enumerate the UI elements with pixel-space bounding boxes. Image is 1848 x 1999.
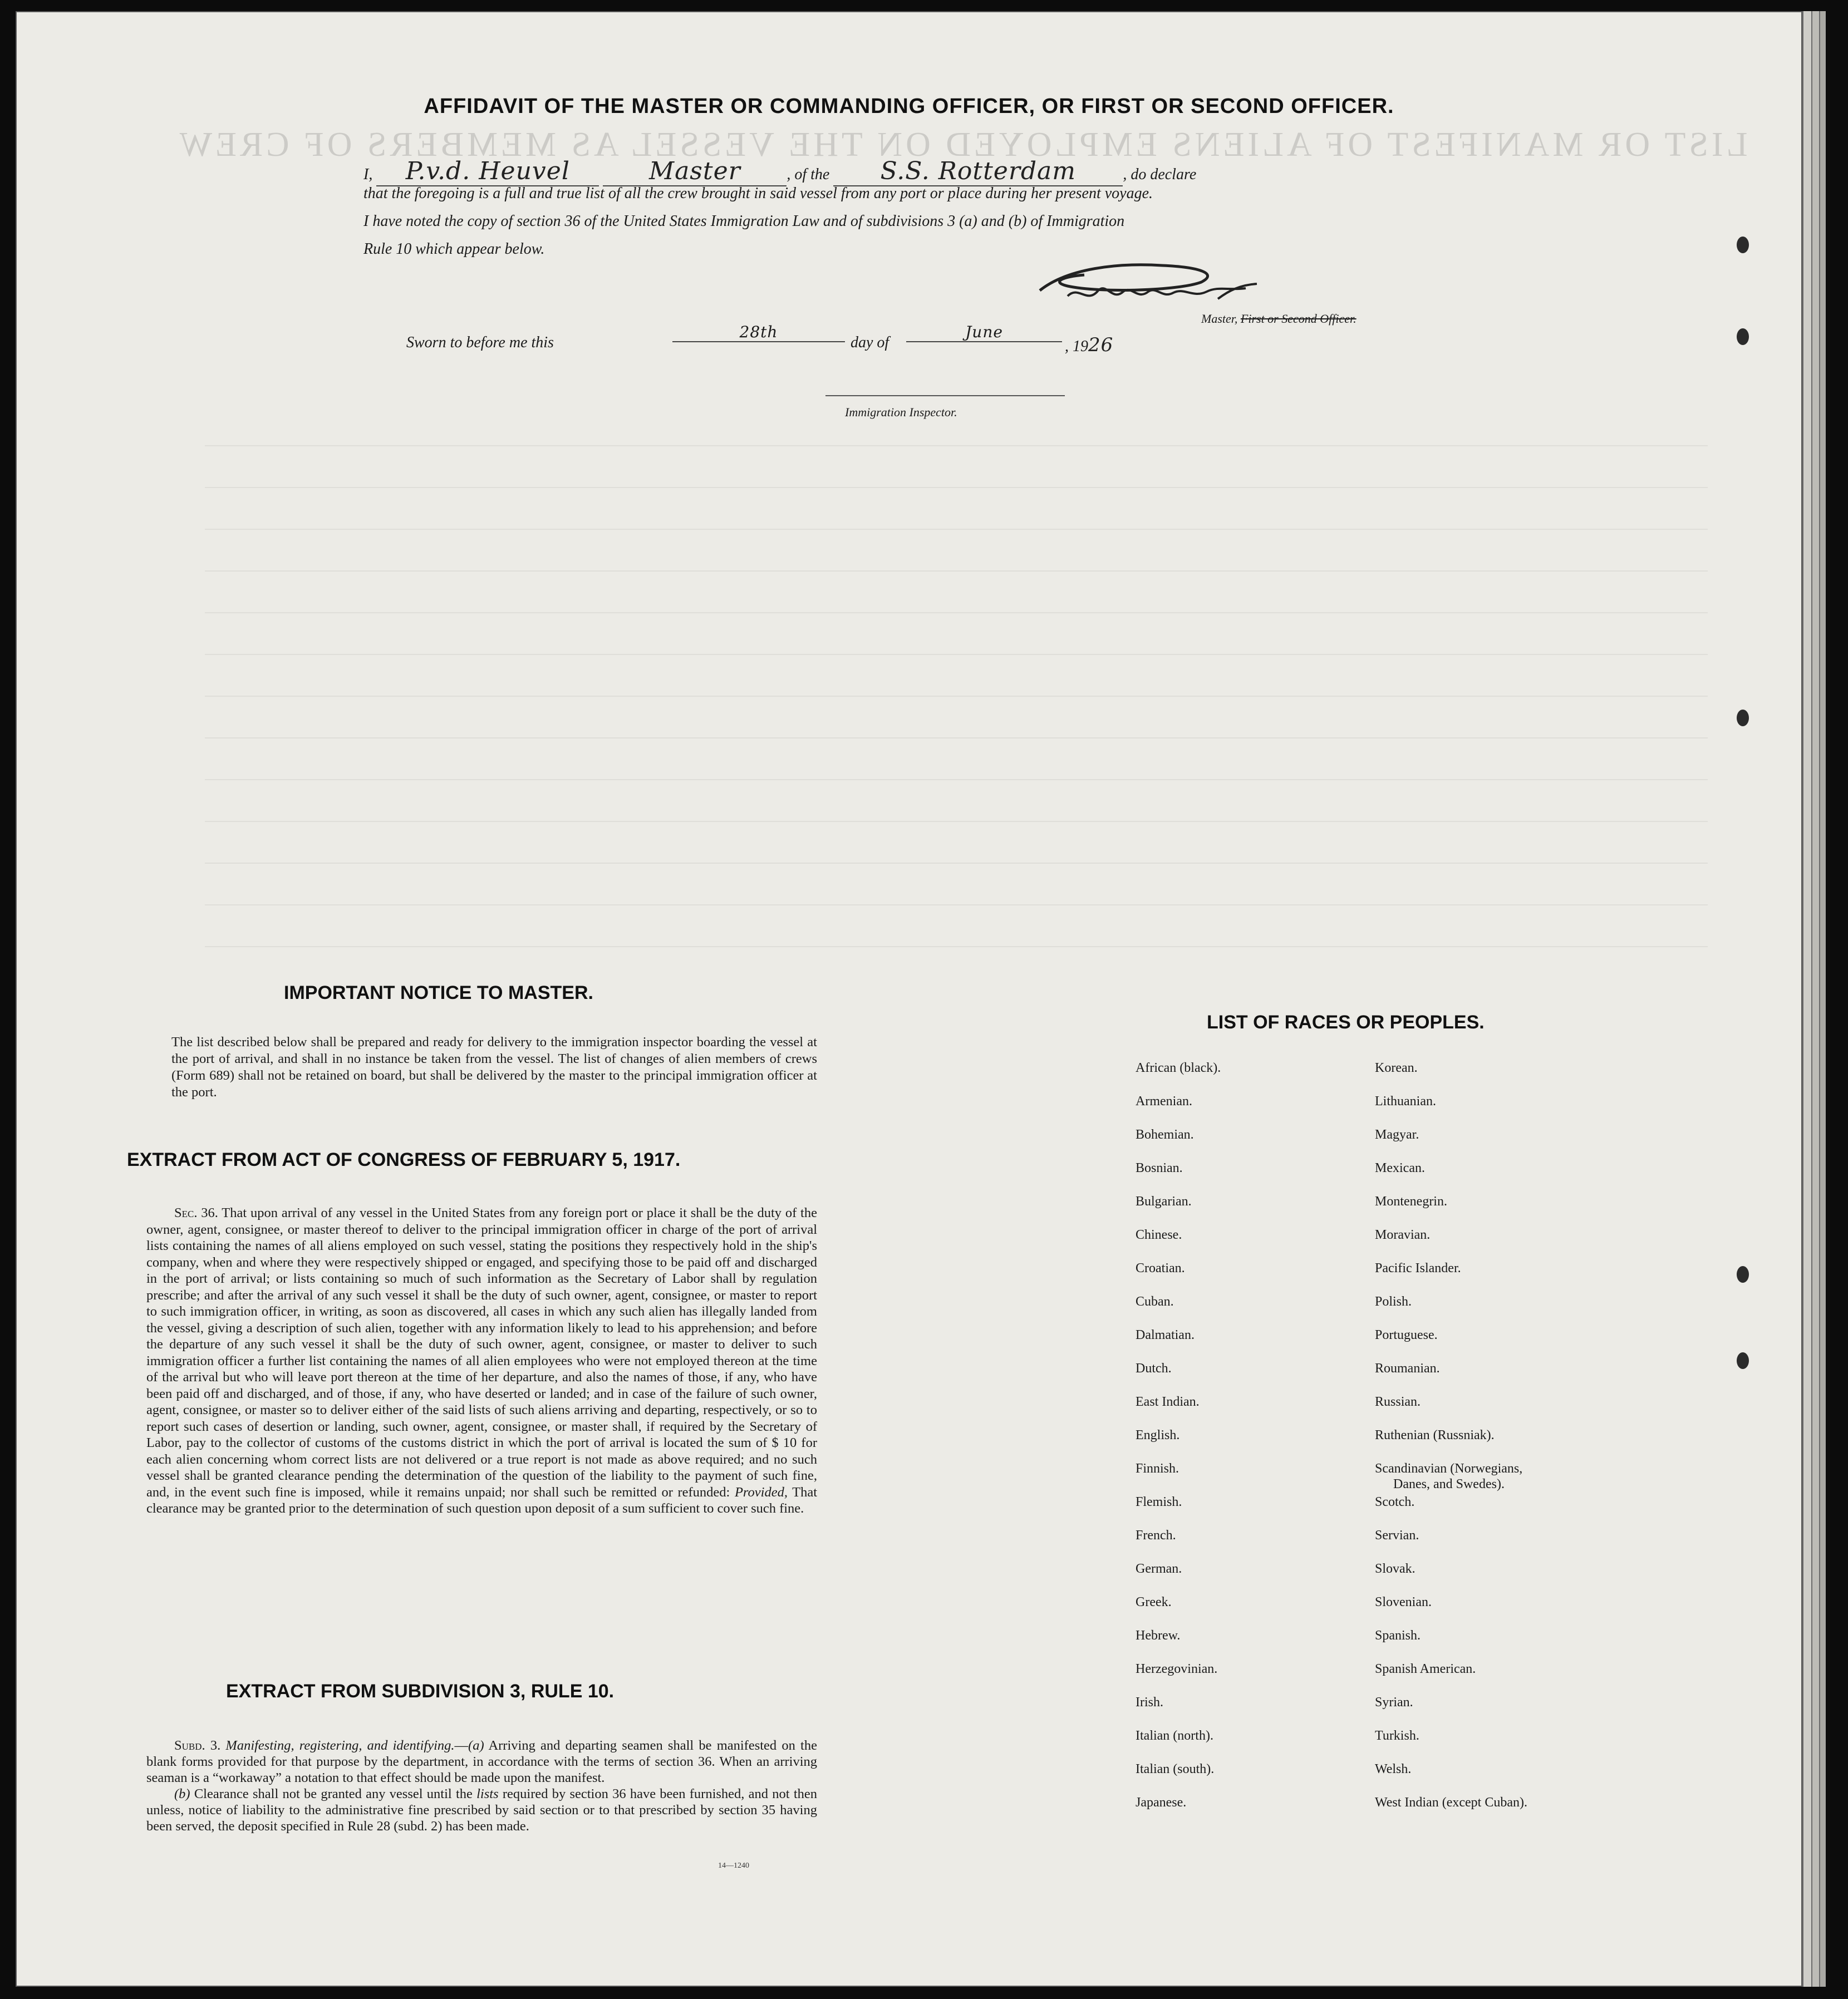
form-number: 14—1240 xyxy=(718,1862,749,1870)
binder-hole xyxy=(1737,328,1749,345)
bleed-through-title: LIST OR MANIFEST OF ALIENS EMPLOYED ON THE VESSEL AS MEMBERS OF CREW xyxy=(176,126,1748,164)
section-36-end: That clearance may be granted prior to the determination of such question upon deposit of a sum sufficient to cover such fine. xyxy=(146,1484,818,1516)
clause-a-text: Arriving and departing seamen shall be manifested on the blank forms provided for that purpose by the department, in accordance with the terms of section 36. When an arriving seaman is a “workaway” a notation to that effect should be made upon the manifest. xyxy=(146,1738,817,1785)
inspector-caption: Immigration Inspector. xyxy=(845,405,957,419)
signature-caption xyxy=(1201,312,1356,326)
notice-text: The list described below shall be prepared and ready for delivery to the immigration inspector boarding the vessel at the port of arrival, and shall in no instance be taken from the vessel. The list of changes of alien members of crews (Form 689) shall not be retained on board, but shall be delivered by the master to the principal immigration officer at the port. xyxy=(171,1035,817,1100)
bleed-through-rule xyxy=(205,863,1708,864)
race-item: Russian. xyxy=(1375,1395,1421,1409)
race-item: French. xyxy=(1136,1528,1176,1543)
race-item: Mexican. xyxy=(1375,1161,1425,1175)
bleed-through-rule xyxy=(205,445,1708,446)
year-prefix: , 19 xyxy=(1065,338,1088,355)
inspector-signature-line xyxy=(825,395,1065,396)
bleed-through-rule xyxy=(205,612,1708,613)
race-item: Portuguese. xyxy=(1375,1328,1438,1342)
master-name-handwritten: P.v.d. Heuvel xyxy=(376,157,599,186)
bleed-through-rule xyxy=(205,654,1708,655)
race-item: Flemish. xyxy=(1136,1495,1182,1509)
bleed-through-rule xyxy=(205,737,1708,738)
year-handwritten: 26 xyxy=(1088,334,1114,356)
underlying-sheet-edge xyxy=(1811,11,1819,1987)
race-item: African (black). xyxy=(1136,1061,1221,1075)
vessel-name-handwritten xyxy=(833,157,1123,186)
subdivision-heading: Manifesting, registering, and identifying. xyxy=(225,1738,455,1753)
act-extract-title: EXTRACT FROM ACT OF CONGRESS OF FEBRUARY 5, 1917. xyxy=(127,1149,681,1170)
sworn-label: Sworn to before me this xyxy=(406,334,554,351)
race-item: Montenegrin. xyxy=(1375,1194,1447,1209)
clause-b-label: (b) xyxy=(174,1786,190,1801)
binder-hole xyxy=(1737,237,1749,253)
race-item: German. xyxy=(1136,1562,1182,1576)
subdivision-label: Subd. 3. xyxy=(174,1738,221,1753)
subdivision-3-text: Subd. 3. Manifesting, registering, and identifying.—(a) Arriving and departing seamen shall be manifested on the blank forms provided for that purpose by the department, in accordance with the terms of section 36. When an arriving seaman is a “workaway” a notation to that effect should be made upon the manifest. (b) Clearance shall not be granted any vessel until the lists required by section 36 have been furnished, and not then unless, notice of liability to the administrative fine prescribed by said section or to that prescribed by section 35 having been served, the deposit specified in Rule 28 (subd. 2) has been made. xyxy=(146,1738,817,1834)
race-item: Herzegovinian. xyxy=(1136,1662,1218,1676)
race-item: Moravian. xyxy=(1375,1228,1431,1242)
bleed-through-rule xyxy=(205,779,1708,780)
sworn-year xyxy=(1065,334,1113,356)
clause-b-text: Clearance shall not be granted any vessel until the xyxy=(194,1786,473,1801)
race-item: Ruthenian (Russniak). xyxy=(1375,1428,1495,1442)
caption-master: Master, xyxy=(1201,312,1238,326)
race-item: Roumanian. xyxy=(1375,1361,1440,1376)
race-item: Spanish. xyxy=(1375,1628,1421,1643)
race-item: Dalmatian. xyxy=(1136,1328,1195,1342)
clause-b-text-end: required by section 36 have been furnished, and not then unless, notice of liability to the administrative fine prescribed by said section or to that prescribed by section 35 having been served, the deposit specified in Rule 28 (subd. 2) has been made. xyxy=(146,1786,817,1834)
race-item: Greek. xyxy=(1136,1595,1172,1609)
binder-hole xyxy=(1737,1352,1749,1369)
race-item: English. xyxy=(1136,1428,1180,1442)
race-item: Turkish. xyxy=(1375,1729,1419,1743)
race-item: Hebrew. xyxy=(1136,1628,1181,1643)
race-item: Japanese. xyxy=(1136,1795,1187,1810)
race-item: Korean. xyxy=(1375,1061,1418,1075)
race-item: Servian. xyxy=(1375,1528,1419,1543)
vessel-prefix: S.S. xyxy=(880,157,930,185)
bleed-through-rule xyxy=(205,821,1708,822)
bleed-through-rule xyxy=(205,696,1708,697)
race-item: Scandinavian (Norwegians, xyxy=(1375,1461,1523,1476)
declaration-prefix: I, xyxy=(363,166,373,183)
race-item: Scotch. xyxy=(1375,1495,1415,1509)
provided-label: Provided, xyxy=(734,1484,788,1500)
races-title: LIST OF RACES OR PEOPLES. xyxy=(1207,1012,1485,1033)
race-item: Polish. xyxy=(1375,1294,1412,1309)
clause-b-lists: lists xyxy=(476,1786,499,1801)
day-of-label: day of xyxy=(851,334,889,351)
sworn-month-handwritten: June xyxy=(906,323,1062,342)
race-item: Bohemian. xyxy=(1136,1127,1194,1142)
clause-a-label: (a) xyxy=(468,1738,484,1753)
race-item: Cuban. xyxy=(1136,1294,1174,1309)
race-item: Italian (south). xyxy=(1136,1762,1215,1776)
bleed-through-rule xyxy=(205,946,1708,947)
race-item: Chinese. xyxy=(1136,1228,1182,1242)
master-signature xyxy=(1034,252,1268,313)
race-item: Croatian. xyxy=(1136,1261,1185,1276)
of-the-label: , of the xyxy=(787,166,830,183)
race-item: Magyar. xyxy=(1375,1127,1419,1142)
race-item: Dutch. xyxy=(1136,1361,1172,1376)
binder-hole xyxy=(1737,1266,1749,1283)
race-item: Armenian. xyxy=(1136,1094,1192,1109)
binder-hole xyxy=(1737,710,1749,726)
underlying-sheet-edge xyxy=(1802,11,1811,1987)
bleed-through-rule xyxy=(205,529,1708,530)
declaration-line-1 xyxy=(363,157,1196,186)
affidavit-title: AFFIDAVIT OF THE MASTER OR COMMANDING OFFICER, OR FIRST OR SECOND OFFICER. xyxy=(424,95,1394,118)
race-item: Slovak. xyxy=(1375,1562,1416,1576)
vessel-name: Rotterdam xyxy=(938,157,1076,185)
race-item: Bosnian. xyxy=(1136,1161,1183,1175)
race-item: Slovenian. xyxy=(1375,1595,1432,1609)
bleed-through-rule xyxy=(205,570,1708,572)
race-item: Spanish American. xyxy=(1375,1662,1476,1676)
race-item: Lithuanian. xyxy=(1375,1094,1436,1109)
race-item: Pacific Islander. xyxy=(1375,1261,1461,1276)
race-item: Syrian. xyxy=(1375,1695,1413,1710)
section-36-text xyxy=(146,1205,817,1517)
caption-struck-officer: First or Second Officer. xyxy=(1240,312,1356,326)
rank-handwritten: Master xyxy=(603,157,787,186)
race-item: Italian (north). xyxy=(1136,1729,1213,1743)
section-label: Sec. 36. xyxy=(174,1205,218,1220)
section-36-body: That upon arrival of any vessel in the United States from any foreign port or place it shall be the duty of the owner, agent, consignee, or master thereof to deliver to the principal immigration officer in charge of the port of arrival lists containing the names of all aliens employed on such vessel, stating the positions they respectively hold in the ship's company, when and where they were respectively shipped or engaged, and specifying those to be paid off and discharged in the port of arrival; or lists containing so much of such information as the Secretary of Labor shall by regulation prescribe; and after the arrival of any such vessel it shall be the duty of such owner, agent, consignee, or master to report to such immigration officer, in writing, as soon as discovered, all cases in which any such alien has illegally landed from the vessel, giving a description of such alien, together with any information likely to lead to his apprehension; and before the departure of any such vessel it shall be the duty of such owner, agent, consignee, or master to deliver to such immigration officer a further list containing the names of all alien employees who were not employed thereon at the time of the arrival but who will leave port thereon at the time of her departure, and also the names of those, if any, who have been paid off and discharged, and of those, if any, who have deserted or landed; and in case of the failure of such owner, agent, consignee, or master so to deliver either of the said lists of such aliens arriving and departing, respectively, or so to report such cases of desertion or landing, such owner, agent, consignee, or master shall, if required by the Secretary of Labor, pay to the collector of customs of the customs district in which the port of arrival is located the sum of $ 10 for each alien concerning whom correct lists are not delivered or a true report is not made as above required; and no such vessel shall be granted clearance pending the determination of the question of the liability to the payment of such fine, and, in the event such fine is imposed, while it remains unpaid; nor shall such be remitted or refunded: xyxy=(146,1205,817,1500)
do-declare-label: , do declare xyxy=(1123,166,1197,183)
declaration-line-3: I have noted the copy of section 36 of the United States Immigration Law and of subdivisions 3 (a) and (b) of Immigration xyxy=(363,213,1125,230)
rule-extract-title: EXTRACT FROM SUBDIVISION 3, RULE 10. xyxy=(226,1681,615,1702)
notice-title: IMPORTANT NOTICE TO MASTER. xyxy=(284,982,593,1003)
race-item: Finnish. xyxy=(1136,1461,1179,1476)
underlying-sheet-edge xyxy=(1819,11,1826,1987)
race-item: Bulgarian. xyxy=(1136,1194,1192,1209)
bleed-through-rule xyxy=(205,904,1708,905)
declaration-line-4: Rule 10 which appear below. xyxy=(363,240,545,258)
race-item: Welsh. xyxy=(1375,1762,1412,1776)
race-item: Irish. xyxy=(1136,1695,1163,1710)
document-page xyxy=(16,11,1802,1987)
declaration-line-2: that the foregoing is a full and true list of all the crew brought in said vessel from any port or place during her present voyage. xyxy=(363,185,1153,202)
race-item: East Indian. xyxy=(1136,1395,1200,1409)
bleed-through-rule xyxy=(205,487,1708,488)
sworn-day-handwritten: 28th xyxy=(672,323,845,342)
race-item: West Indian (except Cuban). xyxy=(1375,1795,1527,1810)
race-item-continued: Danes, and Swedes). xyxy=(1393,1477,1505,1491)
